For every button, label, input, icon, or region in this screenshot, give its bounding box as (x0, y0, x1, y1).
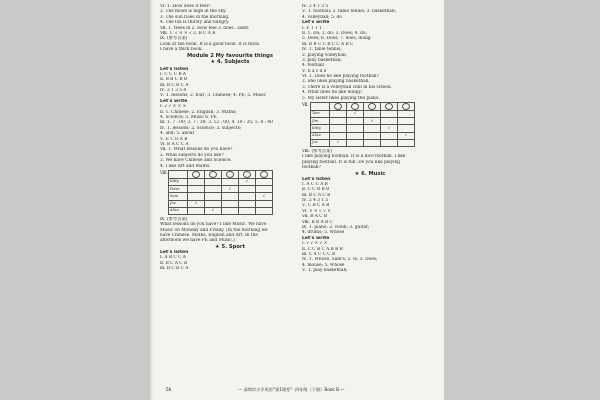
row-name: Alice (169, 207, 188, 214)
answer-line: 4. drums; 5. Whose (302, 230, 345, 236)
check-cell (205, 178, 222, 185)
section-heading: Let's write (302, 20, 330, 26)
answer-line: Ⅷ. 1. √ × × √ 2. B C A B (160, 30, 216, 36)
check-cell (205, 186, 222, 193)
picture-icon (385, 103, 393, 110)
answer-line: Ⅳ. 2 1 3 5 4 (160, 88, 187, 94)
answer-line: Ⅱ. B C A C B (160, 260, 188, 266)
answer-line: Ⅱ. 1. Chinese; 2. English; 3. Maths; (160, 109, 237, 115)
answer-line: 4. What does he like doing? (302, 90, 363, 96)
answer-line: have Chinese, Maths, English and Art. In the (160, 233, 258, 239)
check-cell: √ (188, 200, 205, 207)
answer-line: Ⅲ. C A C C C B (302, 252, 336, 257)
answer-line: 4. I like Art and Maths. (160, 163, 211, 169)
check-cell (347, 139, 364, 146)
check-cell (398, 125, 415, 132)
answer-line: Ⅲ. B C B C A (160, 82, 189, 88)
check-cell (347, 118, 364, 125)
check-cell (239, 207, 256, 214)
section-heading: Let's listen (302, 176, 331, 182)
answer-line: I like playing football. It is a nice football. I like (302, 154, 406, 160)
picture-icon (192, 171, 200, 178)
answer-line: 3. play basketball; (302, 57, 342, 63)
check-cell (398, 118, 415, 125)
answer-line: Ⅲ. B C B C A (160, 266, 189, 271)
answer-line: Ⅱ. 1. Do; 2. do; 3. Does; 4. do; (302, 30, 367, 36)
answer-line: Ⅰ. √ √ × × × (160, 104, 187, 110)
check-cell: √ (239, 178, 256, 185)
check-cell (188, 186, 205, 193)
check-cell (364, 111, 381, 118)
check-cell (239, 193, 256, 200)
answer-line: Ⅳ. 2 4 3 1 5 (302, 198, 329, 204)
check-cell (330, 125, 347, 132)
answer-line: Ⅴ. 1. football; 2. table tennis; 3. basketball; (302, 9, 397, 15)
right-column (302, 4, 438, 274)
row-name: Joe (169, 200, 188, 207)
picture-icon (260, 171, 268, 178)
section-heading: Let's listen (160, 249, 189, 255)
answer-line: 4. The fox is thirsty and hungry. (160, 20, 230, 26)
row-name: Tom (311, 111, 330, 118)
check-cell: √ (364, 118, 381, 125)
page-number: 56 (166, 387, 172, 392)
answer-line: 2. playing volleyball; (302, 52, 348, 58)
row-name: Kitty (169, 178, 188, 185)
row-name: Kitty (311, 125, 330, 132)
check-cell (347, 132, 364, 139)
matching-table (168, 170, 273, 215)
answer-line: Ⅱ. C C B C A B B B (302, 246, 343, 252)
check-cell (256, 186, 273, 193)
answer-line: afternoon we have PE and Music.) (160, 238, 235, 244)
check-cell: √ (381, 125, 398, 132)
footer-text: — 深圳市小学英语“第1课堂”· 四年级（下册）Book B — (238, 387, 345, 392)
check-cell (256, 207, 273, 214)
answer-line: Ⅸ. 1. piano; 2. violin; 3. guitar; (302, 225, 370, 231)
check-cell (330, 132, 347, 139)
check-cell (347, 125, 364, 132)
left-column (160, 4, 300, 271)
answer-line: Ⅴ. C B C A B (302, 203, 330, 209)
answer-line: Ⅵ. 1. Does he like playing football? (302, 74, 379, 80)
answer-line: 3. The sun rises in the morning. (160, 14, 230, 20)
module-title: Module 2 My favourite things (187, 52, 273, 59)
table-row (169, 200, 273, 207)
check-cell (381, 132, 398, 139)
row-name: Alice (311, 132, 330, 139)
check-cell (239, 200, 256, 207)
answer-line: 4. mouse; 5. Whose (302, 262, 345, 268)
check-cell (188, 207, 205, 214)
check-cell (239, 186, 256, 193)
table-row (311, 139, 415, 146)
check-cell: √ (347, 111, 364, 118)
answer-line: Ⅷ. B B A B C (302, 219, 333, 225)
answer-line: Ⅱ. B B C B B (160, 77, 188, 83)
check-cell (364, 132, 381, 139)
answer-line: Ⅲ. B B C C B C C A B C (302, 41, 354, 47)
answer-line: Ⅳ. 1. Whose, Sam's; 2. Is; 3. Does; (302, 257, 378, 263)
check-cell (381, 139, 398, 146)
matching-table (310, 102, 415, 147)
answer-line: 5. Does; 6. Does; 7. does, doing (302, 36, 371, 42)
answer-line: Ⅴ. 1. lessons; 2. four; 3. Chinese; 4. PE; 5. Music (160, 93, 266, 99)
picture-icon (368, 103, 376, 110)
table-row (311, 111, 415, 118)
answer-line: Ⅰ. F T T T (302, 25, 323, 31)
answer-line: Ⅴ. E C D A B (160, 136, 188, 142)
answer-line: Ⅴ. b a c d e (302, 68, 327, 74)
answer-line: Ⅶ. 1. trees in 2. How feel 3. does…taste (160, 25, 249, 31)
answer-line: 4. football (302, 63, 325, 69)
table-label: Ⅶ. (302, 103, 309, 109)
answer-line: 4. Science; 5. Music 6. PE. (160, 115, 219, 121)
picture-icon (243, 171, 251, 178)
answer-line: Ⅲ. B C A C B (302, 192, 331, 198)
check-cell (222, 207, 239, 214)
answer-line: football? (302, 165, 321, 171)
answer-key-page (148, 0, 444, 400)
picture-icon (334, 103, 342, 110)
check-cell (222, 200, 239, 207)
check-cell (381, 111, 398, 118)
answer-line: Ⅰ. C C C B A (160, 71, 187, 77)
answer-line: Ⅵ. 1. How does it feel? (160, 4, 211, 9)
picture-icon (209, 171, 217, 178)
answer-line: Ⅸ. (参考答案) (160, 36, 188, 42)
check-cell (330, 111, 347, 118)
row-name: Sam (169, 193, 188, 200)
row-name: Peter (169, 186, 188, 193)
check-cell (256, 178, 273, 185)
table-row (311, 125, 415, 132)
table-row (311, 132, 415, 139)
check-cell (188, 178, 205, 185)
answer-line: Ⅳ. 1. table tennis; (302, 47, 342, 53)
answer-line: Ⅴ. 1. play basketball; (302, 268, 348, 274)
answer-line: Ⅳ. 1. lessons; 2. Science; 3. subjects; (160, 125, 242, 131)
answer-line: playing football. It is fun. Do you like playing (302, 159, 401, 165)
check-cell (222, 178, 239, 185)
table-row (169, 207, 273, 214)
picture-icon (402, 103, 410, 110)
section-heading: Let's write (160, 98, 188, 104)
unit-title: ★ 4. Subjects (210, 58, 250, 65)
unit-title: ★ 6. Music (354, 170, 386, 177)
answer-line: 4. and; 5. about (160, 131, 195, 137)
answer-line: Ⅶ. B A C B (302, 214, 328, 220)
table-row (169, 193, 273, 200)
check-cell (222, 193, 239, 200)
answer-line: Ⅳ. 2 4 1 3 5 (302, 4, 329, 9)
check-cell (364, 125, 381, 132)
answer-line: 2. She likes playing basketball. (302, 79, 370, 85)
table-row (169, 178, 273, 185)
table-row (169, 186, 273, 193)
row-name: Jim (311, 118, 330, 125)
answer-line: Ⅰ. √ √ × √ × (302, 241, 328, 247)
answer-line: 2. The moon is high in the sky. (160, 9, 227, 15)
answer-line: 3. There is a volleyball club in his school. (302, 84, 392, 90)
check-cell (330, 118, 347, 125)
answer-line: 4. volleyball; 5. do (302, 14, 342, 20)
section-heading: Let's listen (160, 66, 189, 72)
unit-title: ★ 5. Sport (215, 243, 245, 250)
page-footer (148, 386, 444, 396)
check-cell: √ (330, 139, 347, 146)
check-cell (205, 193, 222, 200)
answer-line: Ⅲ. 1. 7 : 00; 2. 7 : 30; 3. 12 : 00; 4. 10 : 35; 5. 8 : 40 (160, 120, 273, 126)
answer-line: Music on Monday and Friday. (In the morning we (160, 227, 268, 233)
answer-line: I have a thick book. (160, 47, 203, 53)
answer-line: Ⅵ. × × √ √ × (302, 208, 331, 214)
section-heading: Let's write (302, 235, 330, 241)
check-cell (364, 139, 381, 146)
check-cell (205, 200, 222, 207)
answer-line: 5. My sister likes playing the piano. (302, 95, 380, 101)
check-cell (188, 193, 205, 200)
check-cell (256, 200, 273, 207)
check-cell: √ (256, 193, 273, 200)
answer-line: Ⅰ. A B C C A (160, 255, 186, 261)
answer-line: Ⅱ. C C B B B (302, 187, 330, 193)
picture-icon (351, 103, 359, 110)
table-row (311, 118, 415, 125)
check-cell (398, 111, 415, 118)
check-cell (381, 118, 398, 125)
check-cell: √ (205, 207, 222, 214)
check-cell (398, 139, 415, 146)
answer-line: 3. We have Chinese and Science. (160, 158, 232, 164)
check-cell: √ (222, 186, 239, 193)
answer-line: 2. What subjects do you like? (160, 152, 224, 158)
answer-line: Look at the book. It is a good book. It is thick. (160, 41, 261, 47)
check-cell: √ (398, 132, 415, 139)
table-label: Ⅷ. (160, 170, 169, 176)
answer-line: What lessons do you have? I like Music. We have (160, 222, 267, 228)
answer-line: Ⅵ. B A C C A (160, 141, 189, 147)
answer-line: Ⅸ. (参考答案) (160, 216, 188, 222)
answer-line: Ⅰ. A C C A B (302, 181, 328, 187)
answer-line: Ⅶ. 1. What lessons do you have? (160, 147, 233, 153)
row-name: Joe (311, 139, 330, 146)
answer-line: Ⅷ. (参考答案) (302, 148, 333, 154)
picture-icon (226, 171, 234, 178)
